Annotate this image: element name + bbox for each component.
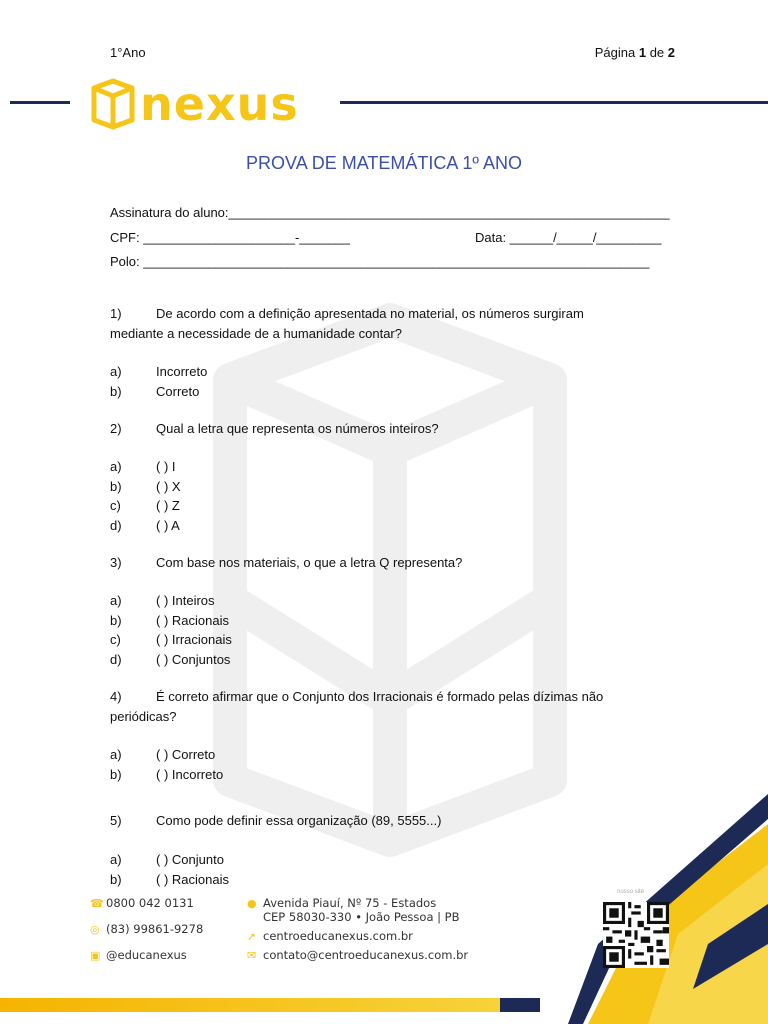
option-1a[interactable]: a) Incorreto: [110, 364, 208, 379]
option-1b[interactable]: b) Correto: [110, 383, 200, 399]
footer-address-line2: CEP 58030-330 • João Pessoa | PB: [263, 910, 460, 924]
footer-address: ● Avenida Piauí, Nº 75 - Estados: [247, 896, 437, 910]
question-1-options: [110, 362, 207, 401]
footer-email[interactable]: ✉ contato@centroeducanexus.com.br: [247, 948, 469, 962]
instagram-icon: ▣: [90, 948, 101, 962]
question-1: 1) De acordo com a definição apresentada no material, os números surgiram mediante a necessidade de a humanidade contar?: [110, 306, 584, 341]
qr-caption: nosso site: [617, 889, 645, 895]
logo-wordmark: nexus: [140, 77, 299, 131]
footer-instagram: ▣ @educanexus: [90, 948, 187, 962]
question-5: 5) Como pode definir essa organização (89, 5555...): [110, 813, 442, 828]
option-4a[interactable]: a) ( ) Correto: [110, 747, 216, 762]
cpf-field[interactable]: CPF: _____________________-_______: [110, 230, 350, 245]
footer-phone: ☎ 0800 042 0131: [90, 896, 194, 910]
header-grade: 1°Ano: [110, 45, 146, 60]
cursor-icon: ➚: [247, 929, 257, 943]
header-rule-right: [340, 101, 768, 104]
page-title: PROVA DE MATEMÁTICA 1º ANO: [246, 153, 522, 173]
option-5b[interactable]: b) ( ) Racionais: [110, 871, 229, 887]
question-3: 3) Com base nos materiais, o que a letra Q representa?: [110, 555, 463, 570]
nexus-cube-icon: [90, 78, 136, 130]
question-2: 2) Qual a letra que representa os números inteiros?: [110, 421, 439, 436]
option-4b[interactable]: b) ( ) Incorreto: [110, 766, 224, 782]
question-5-options: [110, 850, 229, 889]
question-2-options: [110, 457, 181, 535]
nexus-watermark: [200, 300, 580, 860]
phone-icon: ☎: [90, 896, 104, 910]
option-2d[interactable]: d) ( ) A: [110, 517, 180, 533]
question-4: 4) É correto afirmar que o Conjunto dos Irracionais é formado pelas dízimas não periódicas?: [110, 689, 604, 724]
qr-code[interactable]: [603, 902, 669, 968]
polo-field[interactable]: Polo: ______________________________________________________________________: [110, 254, 650, 269]
page-indicator: Página 1 de 2: [594, 45, 675, 60]
option-5a[interactable]: a) ( ) Conjunto: [110, 852, 224, 867]
question-4-options: [110, 745, 223, 784]
header-rule-left: [10, 101, 70, 104]
signature-field[interactable]: Assinatura do aluno:_____________________________________________________________: [110, 205, 670, 220]
footer-site[interactable]: ➚ centroeducanexus.com.br: [247, 929, 413, 943]
footer-bar-navy: [500, 998, 540, 1012]
option-3d[interactable]: d) ( ) Conjuntos: [110, 651, 231, 667]
nexus-logo: [90, 76, 299, 132]
option-3c[interactable]: c) ( ) Irracionais: [110, 632, 232, 647]
option-3b[interactable]: b) ( ) Racionais: [110, 612, 229, 628]
option-2a[interactable]: a) ( ) I: [110, 459, 176, 474]
option-2b[interactable]: b) ( ) X: [110, 478, 181, 494]
option-2c[interactable]: c) ( ) Z: [110, 498, 180, 513]
footer-bar-yellow: [0, 998, 500, 1012]
whatsapp-icon: ◎: [90, 922, 100, 936]
date-field[interactable]: Data: ______/_____/_________: [475, 230, 662, 245]
question-3-options: [110, 591, 232, 669]
option-3a[interactable]: a) ( ) Inteiros: [110, 593, 215, 608]
envelope-icon: ✉: [247, 948, 257, 962]
location-pin-icon: ●: [247, 896, 257, 910]
footer-whatsapp: ◎ (83) 99861-9278: [90, 922, 204, 936]
